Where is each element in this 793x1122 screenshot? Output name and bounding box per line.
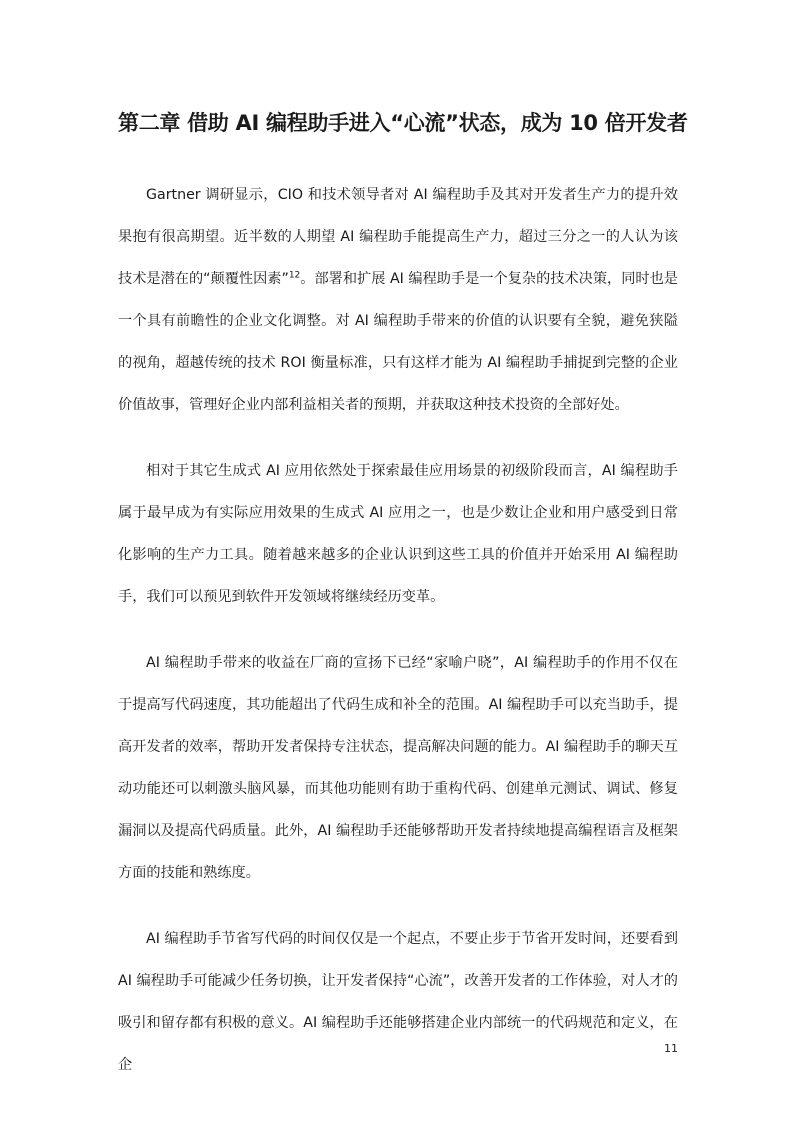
chapter-title: 第二章 借助 AI 编程助手进入“心流”状态，成为 10 倍开发者: [118, 111, 688, 135]
paragraph-1-text-a: Gartner 调研显示，CIO 和技术领导者对 AI 编程助手及其对开发者生产力的提升效果抱有很高期望。近半数的人期望 AI 编程助手能提高生产力，超过三分之一的人认为该技术是潜在的“颠覆性因素”: [118, 187, 678, 287]
paragraph-1: [118, 174, 678, 426]
paragraph-3: AI 编程助手带来的收益在厂商的宣扬下已经“家喻户晓”，AI 编程助手的作用不仅在于提高写代码速度，其功能超出了代码生成和补全的范围。AI 编程助手可以充当助手，提高开发者的效率，帮助开发者保持专注状态，提高解决问题的能力。AI 编程助手的聊天互动功能还可以刺激头脑风暴，而其他功能则有助于重构代码、创建单元测试、调试、修复漏洞以及提高代码质量。此外，AI 编程助手还能够帮助开发者持续地提高编程语言及框架方面的技能和熟练度。: [118, 655, 678, 881]
body-text: [118, 174, 678, 1110]
paragraph-2: 相对于其它生成式 AI 应用依然处于探索最佳应用场景的初级阶段而言，AI 编程助手属于最早成为有实际应用效果的生成式 AI 应用之一，也是少数让企业和用户感受到日常化影响的生产力工具。随着越来越多的企业认识到这些工具的价值并开始采用 AI 编程助手，我们可以预见到软件开发领域将继续经历变革。: [118, 463, 678, 605]
paragraph-1-text-b: 。部署和扩展 AI 编程助手是一个复杂的技术决策，同时也是一个具有前瞻性的企业文化调整。对 AI 编程助手带来的价值的认识要有全貌，避免狭隘的视角，超越传统的技术 ROI 衡量标准，只有这样才能为 AI 编程助手捕捉到完整的企业价值故事，管理好企业内部利益相关者的预期，并获取这种技术投资的全部好处。: [118, 271, 678, 413]
page-number: 11: [664, 1042, 678, 1055]
paragraph-4: AI 编程助手节省写代码的时间仅仅是一个起点，不要止步于节省开发时间，还要看到 AI 编程助手可能减少任务切换，让开发者保持“心流”，改善开发者的工作体验，对人才的吸引和留存都有积极的意义。AI 编程助手还能够搭建企业内部统一的代码规范和定义，在企: [118, 931, 678, 1073]
footnote-reference: 12: [288, 270, 301, 281]
